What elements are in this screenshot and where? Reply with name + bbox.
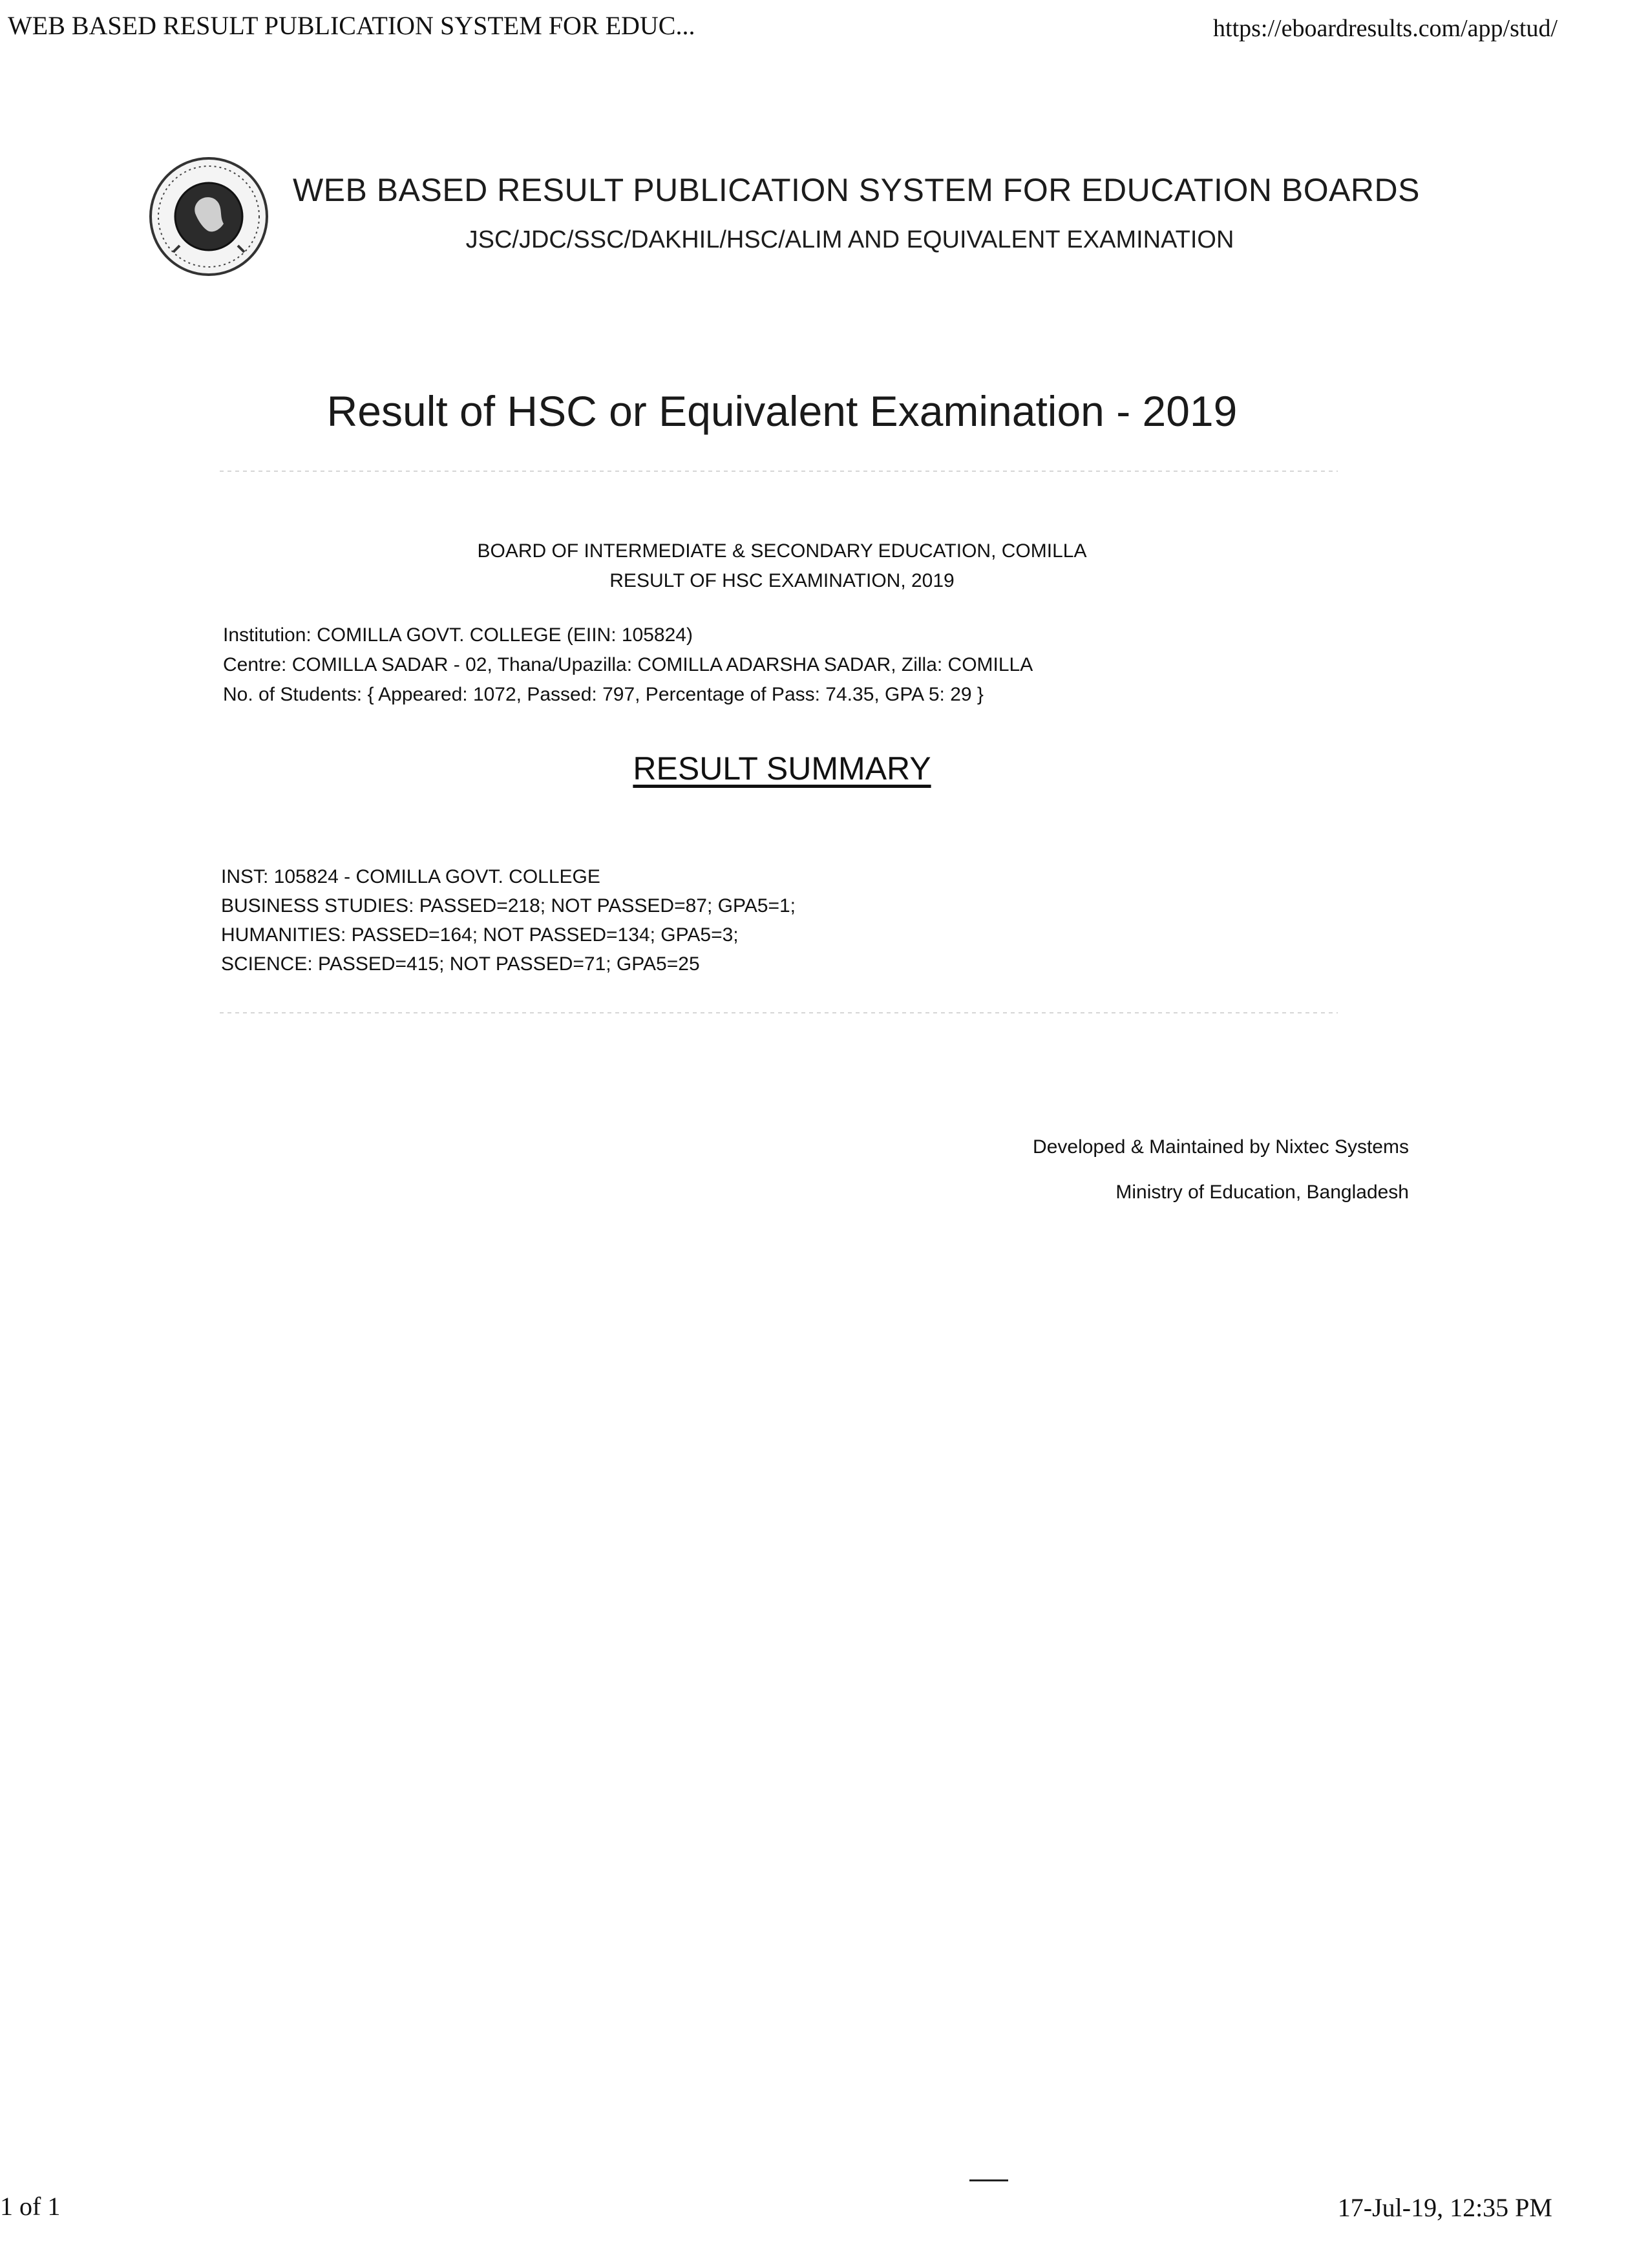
result-summary-heading: RESULT SUMMARY [633, 750, 931, 787]
divider [220, 1012, 1338, 1013]
institution-info [223, 620, 1033, 710]
system-title: WEB BASED RESULT PUBLICATION SYSTEM FOR EDUCATION BOARDS [292, 172, 1420, 208]
summary-line: SCIENCE: PASSED=415; NOT PASSED=71; GPA5=25 [221, 953, 700, 975]
exam-types: JSC/JDC/SSC/DAKHIL/HSC/ALIM AND EQUIVALENT EXAMINATION [465, 226, 1234, 253]
summary-line: INST: 105824 - COMILLA GOVT. COLLEGE [221, 866, 600, 887]
result-summary-list [221, 862, 796, 979]
print-header-title: WEB BASED RESULT PUBLICATION SYSTEM FOR EDUC... [8, 11, 695, 40]
print-header-url: https://eboardresults.com/app/stud/ [1213, 15, 1558, 42]
institution-line: Institution: COMILLA GOVT. COLLEGE (EIIN: 105824) [223, 624, 693, 646]
scan-mark [969, 2179, 1008, 2181]
print-datetime: 17-Jul-19, 12:35 PM [1337, 2193, 1552, 2222]
page-number: 1 of 1 [0, 2192, 61, 2221]
board-name: BOARD OF INTERMEDIATE & SECONDARY EDUCATION, COMILLA [477, 540, 1087, 562]
board-block [0, 536, 1564, 596]
students-line: No. of Students: { Appeared: 1072, Passed: 797, Percentage of Pass: 74.35, GPA 5: 29 } [223, 684, 984, 705]
centre-line: Centre: COMILLA SADAR - 02, Thana/Upazilla: COMILLA ADARSHA SADAR, Zilla: COMILLA [223, 654, 1033, 675]
credits [1033, 1125, 1409, 1215]
board-exam: RESULT OF HSC EXAMINATION, 2019 [609, 570, 955, 591]
page-title: Result of HSC or Equivalent Examination - 2019 [326, 387, 1238, 435]
divider [220, 471, 1338, 472]
summary-line: HUMANITIES: PASSED=164; NOT PASSED=134; GPA5=3; [221, 924, 739, 946]
summary-line: BUSINESS STUDIES: PASSED=218; NOT PASSED=87; GPA5=1; [221, 895, 796, 917]
developer-credit: Developed & Maintained by Nixtec Systems [1033, 1136, 1409, 1158]
ministry-credit: Ministry of Education, Bangladesh [1115, 1182, 1409, 1203]
